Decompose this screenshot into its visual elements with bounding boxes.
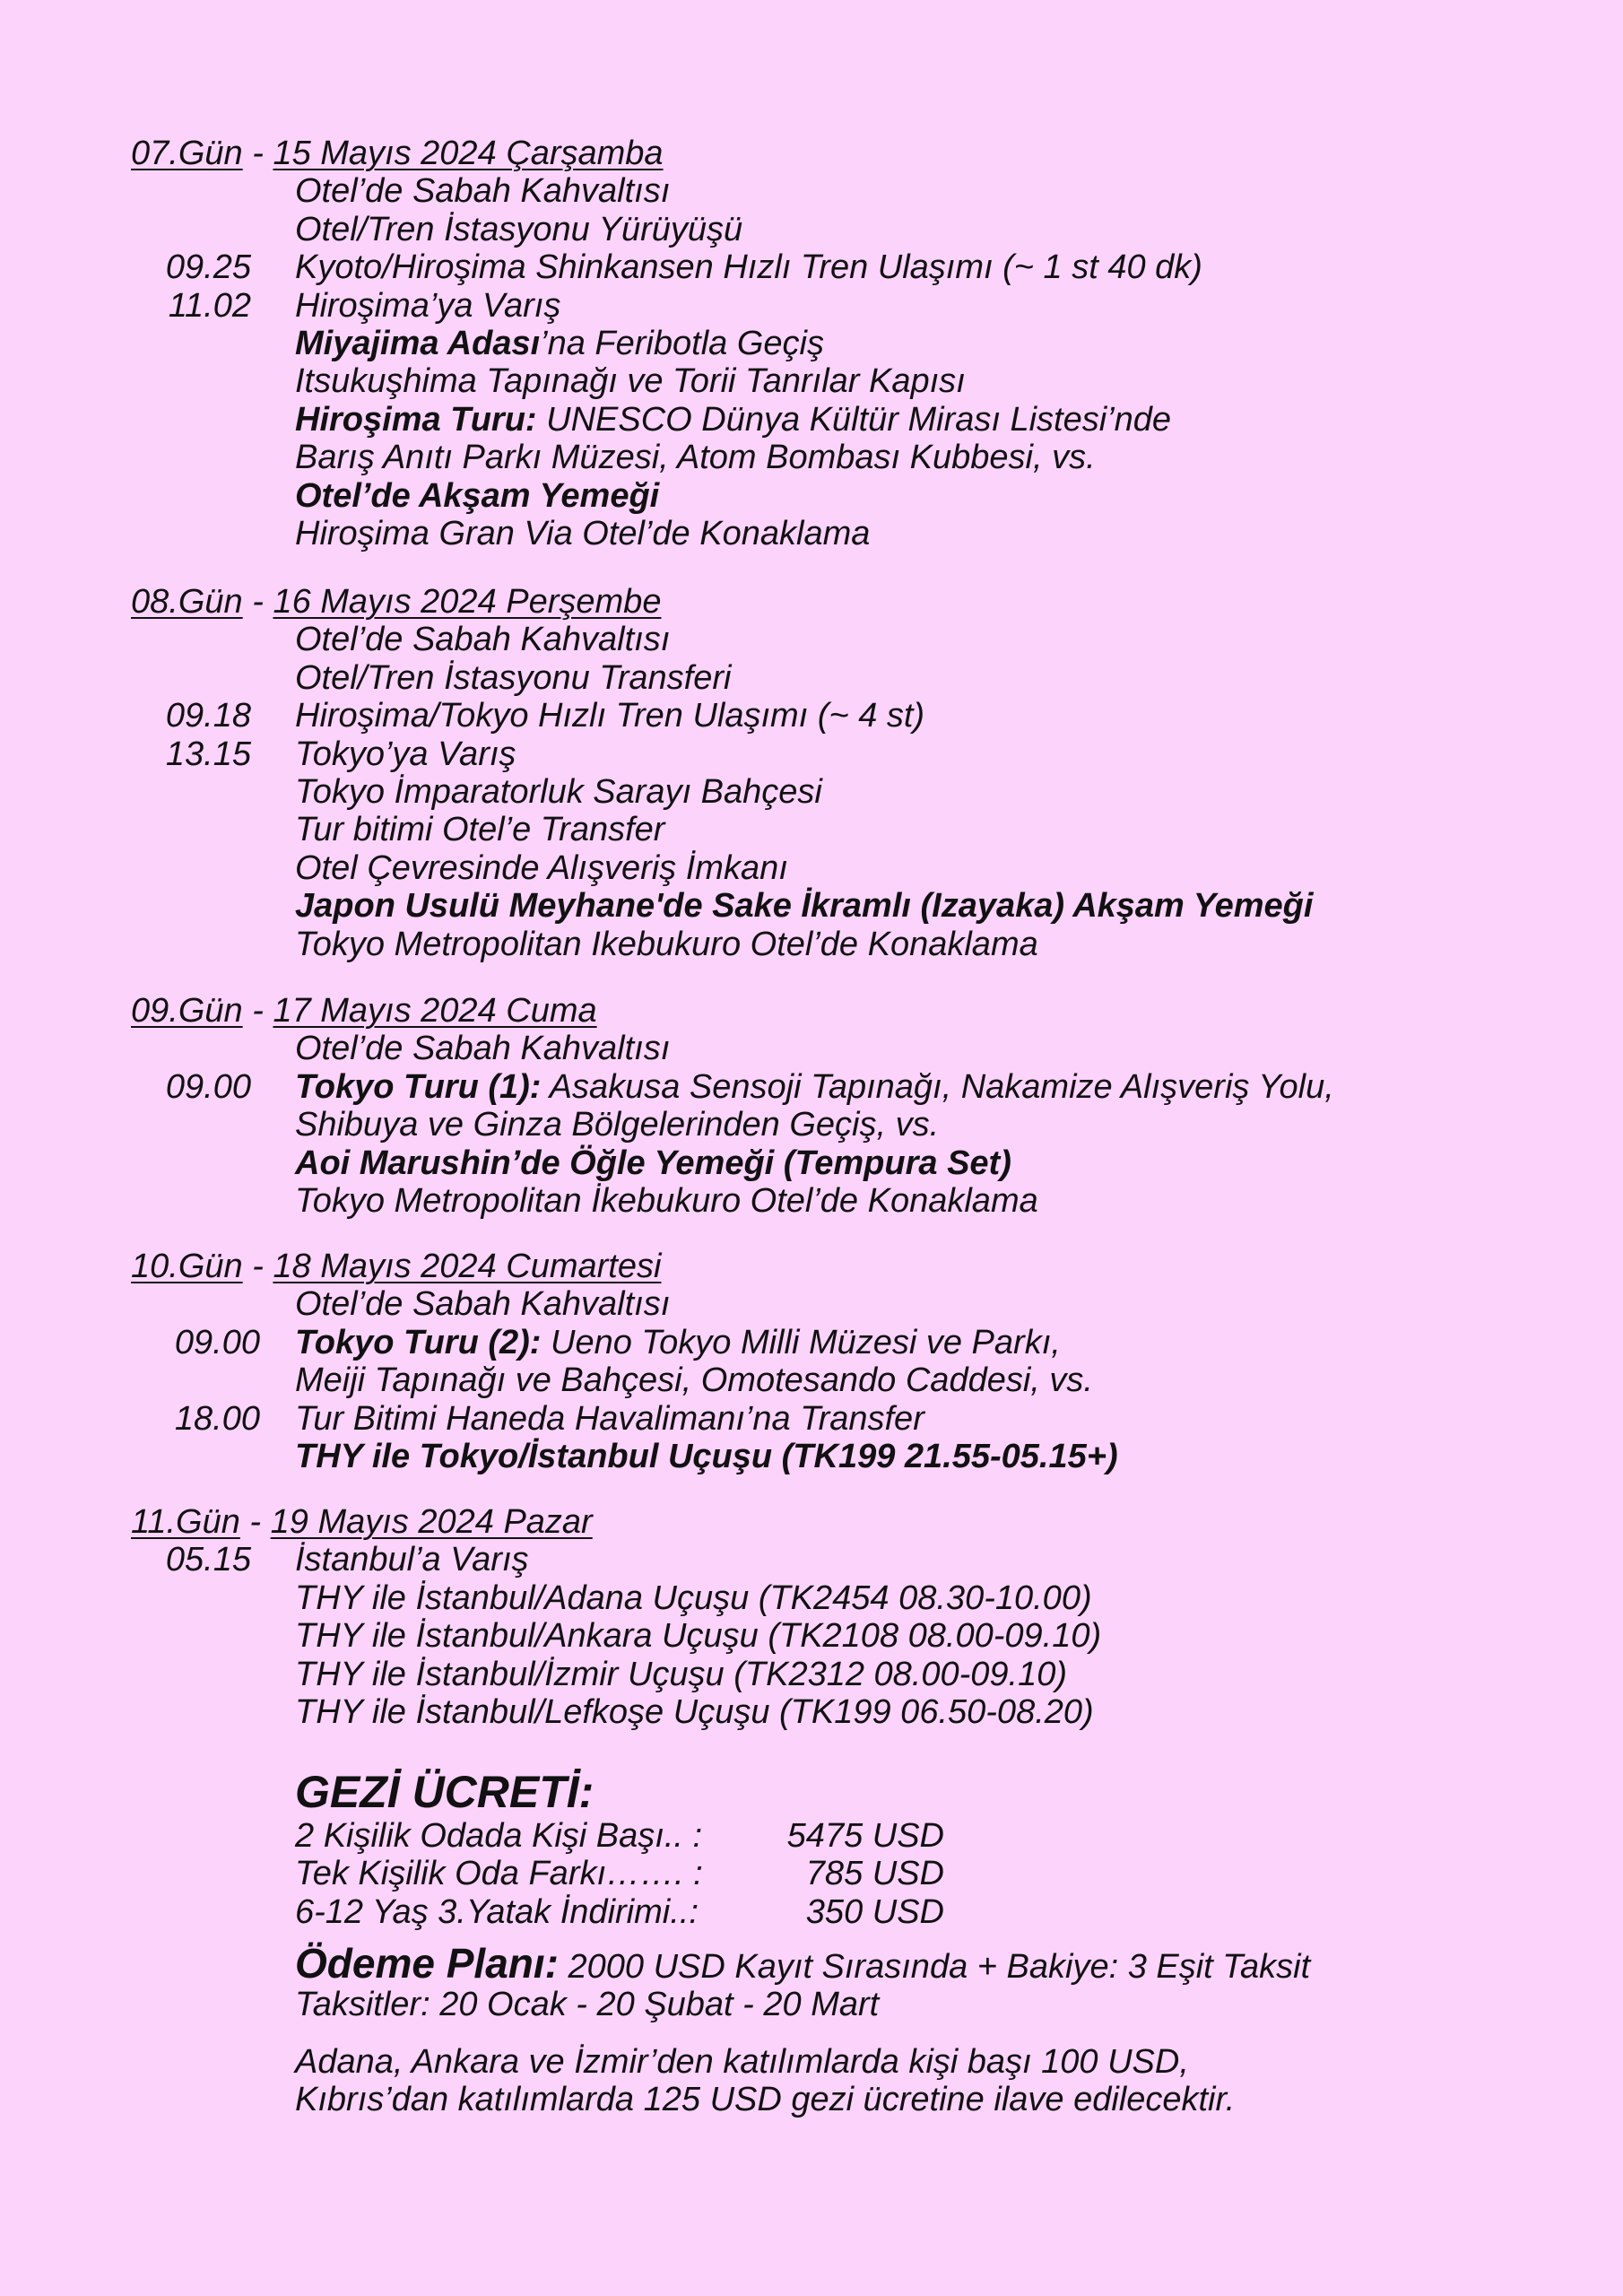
line-text: Itsukuşhima Tapınağı ve Torii Tanrılar Kapısı xyxy=(295,362,966,401)
itinerary-line xyxy=(0,287,1623,325)
day-separator: - xyxy=(242,583,273,621)
itinerary-line xyxy=(0,439,1623,476)
day-header xyxy=(0,1248,1623,1285)
payment-plan-text: 2000 USD Kayıt Sırasında + Bakiye: 3 Eşit Taksit xyxy=(558,1948,1311,1986)
day-block-09 xyxy=(0,992,1623,1220)
line-text: THY ile İstanbul/Ankara Uçuşu (TK2108 08.00-09.10) xyxy=(295,1617,1102,1656)
line-time: 18.00 xyxy=(174,1399,260,1438)
itinerary-line xyxy=(0,1068,1623,1106)
line-text: Otel Çevresinde Alışveriş İmkanı xyxy=(295,848,788,887)
line-bold: Tokyo Turu (2): xyxy=(295,1323,542,1361)
day-header xyxy=(0,992,1623,1030)
itinerary-line xyxy=(0,697,1623,735)
itinerary-line xyxy=(0,659,1623,697)
itinerary-line xyxy=(0,849,1623,887)
day-date: 15 Mayıs 2024 Çarşamba xyxy=(273,135,664,172)
itinerary-line xyxy=(0,621,1623,658)
line-text: Otel’de Sabah Kahvaltısı xyxy=(295,1030,671,1068)
line-time: 11.02 xyxy=(168,286,251,325)
day-number: 07.Gün xyxy=(131,135,243,172)
line-text: Barış Anıtı Parkı Müzesi, Atom Bombası Kubbesi, vs. xyxy=(295,439,1096,477)
day-date: 17 Mayıs 2024 Cuma xyxy=(273,992,597,1030)
itinerary-line xyxy=(0,248,1623,286)
line-text: Otel’de Sabah Kahvaltısı xyxy=(295,172,671,211)
itinerary-line xyxy=(0,811,1623,848)
itinerary-line xyxy=(0,1144,1623,1182)
itinerary-line xyxy=(0,1438,1623,1475)
installments-line: Taksitler: 20 Ocak - 20 Şubat - 20 Mart xyxy=(295,1986,880,2024)
itinerary-line xyxy=(0,1400,1623,1438)
payment-plan-title: Ödeme Planı: xyxy=(295,1940,559,1987)
line-text: Otel’de Sabah Kahvaltısı xyxy=(295,621,671,659)
line-bold: Japon Usulü Meyhane'de Sake İkramlı (Izayaka) Akşam Yemeği xyxy=(295,887,1314,926)
itinerary-line xyxy=(0,211,1623,248)
itinerary-line xyxy=(0,1285,1623,1323)
line-time: 09.18 xyxy=(165,697,251,735)
pricing-title: GEZİ ÜCRETİ: xyxy=(295,1767,595,1817)
itinerary-line xyxy=(0,1182,1623,1220)
line-text: THY ile İstanbul/Lefkoşe Uçuşu (TK199 06.50-08.20) xyxy=(295,1692,1094,1731)
itinerary-line xyxy=(0,1106,1623,1144)
itinerary-line xyxy=(0,887,1623,925)
line-text: Hiroşima’ya Varış xyxy=(295,286,561,325)
line-text: Hiroşima Gran Via Otel’de Konaklama xyxy=(295,514,871,552)
line-text: THY ile İstanbul/İzmir Uçuşu (TK2312 08.00-09.10) xyxy=(295,1655,1068,1693)
line-text: Hiroşima/Tokyo Hızlı Tren Ulaşımı (~ 4 st) xyxy=(295,697,925,735)
itinerary-line xyxy=(0,1579,1623,1617)
line-text: Otel/Tren İstasyonu Yürüyüşü xyxy=(295,210,743,248)
line-text: Kyoto/Hiroşima Shinkansen Hızlı Tren Ulaşımı (~ 1 st 40 dk) xyxy=(295,248,1202,287)
itinerary-line xyxy=(0,735,1623,773)
line-text: İstanbul’a Varış xyxy=(295,1541,529,1579)
day-date: 19 Mayıs 2024 Pazar xyxy=(270,1503,593,1541)
note-line: Kıbrıs’dan katılımlarda 125 USD gezi ücretine ilave edilecektir. xyxy=(295,2081,1236,2119)
itinerary-line xyxy=(0,773,1623,811)
line-bold: Aoi Marushin’de Öğle Yemeği (Tempura Set) xyxy=(295,1144,1011,1182)
line-time: 09.00 xyxy=(165,1067,251,1106)
price-row xyxy=(295,1855,1550,1892)
line-text: Meiji Tapınağı ve Bahçesi, Omotesando Caddesi, vs. xyxy=(295,1361,1093,1400)
day-block-08 xyxy=(0,583,1623,963)
itinerary-line xyxy=(0,1030,1623,1067)
day-header xyxy=(0,583,1623,621)
line-time: 13.15 xyxy=(165,735,251,773)
itinerary-line xyxy=(0,362,1623,400)
line-text: Asakusa Sensoji Tapınağı, Nakamize Alışveriş Yolu, xyxy=(541,1067,1334,1106)
payment-section xyxy=(295,1940,1550,2024)
line-text: Tur Bitimi Haneda Havalimanı’na Transfer xyxy=(295,1399,924,1438)
line-text: Otel/Tren İstasyonu Transferi xyxy=(295,658,732,697)
day-header xyxy=(0,135,1623,172)
itinerary-line xyxy=(0,172,1623,210)
itinerary-line xyxy=(0,1361,1623,1399)
payment-plan-line xyxy=(295,1940,1550,1987)
day-separator: - xyxy=(242,135,273,172)
itinerary-line xyxy=(0,1656,1623,1693)
line-text: Otel’de Sabah Kahvaltısı xyxy=(295,1285,671,1324)
itinerary-line xyxy=(0,515,1623,552)
itinerary-line xyxy=(0,1693,1623,1731)
day-date: 18 Mayıs 2024 Cumartesi xyxy=(273,1248,662,1285)
line-bold: Tokyo Turu (1): xyxy=(295,1067,542,1106)
notes-section xyxy=(295,2043,1550,2119)
day-separator: - xyxy=(242,992,273,1030)
itinerary-line xyxy=(0,1324,1623,1361)
day-block-07 xyxy=(0,135,1623,552)
line-text: Tur bitimi Otel’e Transfer xyxy=(295,811,665,849)
price-label: 2 Kişilik Odada Kişi Başı.. : xyxy=(295,1817,703,1855)
day-number: 11.Gün xyxy=(131,1503,240,1541)
line-bold: THY ile Tokyo/İstanbul Uçuşu (TK199 21.55-05.15+) xyxy=(295,1437,1118,1475)
line-text: THY ile İstanbul/Adana Uçuşu (TK2454 08.30-10.00) xyxy=(295,1578,1092,1617)
price-row xyxy=(295,1893,1550,1931)
itinerary-line xyxy=(0,1541,1623,1578)
line-text: UNESCO Dünya Kültür Mirası Listesi’nde xyxy=(536,400,1172,439)
day-number: 10.Gün xyxy=(131,1248,243,1285)
line-text: Tokyo İmparatorluk Sarayı Bahçesi xyxy=(295,772,822,811)
line-text: Ueno Tokyo Milli Müzesi ve Parkı, xyxy=(541,1323,1061,1361)
price-value: 350 USD xyxy=(805,1892,944,1931)
day-date: 16 Mayıs 2024 Perşembe xyxy=(273,583,662,621)
line-time: 09.25 xyxy=(165,248,251,287)
line-text: Tokyo’ya Varış xyxy=(295,735,516,773)
day-header xyxy=(0,1503,1623,1541)
line-text: Shibuya ve Ginza Bölgelerinden Geçiş, vs. xyxy=(295,1106,940,1144)
price-label: Tek Kişilik Oda Farkı……. : xyxy=(295,1855,703,1893)
line-text: Tokyo Metropolitan İkebukuro Otel’de Konaklama xyxy=(295,1181,1038,1220)
note-line: Adana, Ankara ve İzmir’den katılımlarda kişi başı 100 USD, xyxy=(295,2043,1189,2081)
day-block-11 xyxy=(0,1503,1623,1731)
line-text: Tokyo Metropolitan Ikebukuro Otel’de Konaklama xyxy=(295,925,1038,963)
price-label: 6-12 Yaş 3.Yatak İndirimi..: xyxy=(295,1892,699,1931)
pricing-section xyxy=(295,1767,1550,1931)
price-value: 5475 USD xyxy=(786,1817,944,1855)
line-bold: Miyajima Adası xyxy=(295,324,541,362)
day-separator: - xyxy=(242,1248,273,1285)
day-number: 09.Gün xyxy=(131,992,243,1030)
price-row xyxy=(295,1817,1550,1855)
day-block-10 xyxy=(0,1248,1623,1475)
itinerary-line xyxy=(0,1617,1623,1655)
line-bold: Otel’de Akşam Yemeği xyxy=(295,476,660,515)
itinerary-line xyxy=(0,926,1623,963)
line-text: ’na Feribotla Geçiş xyxy=(540,324,824,362)
itinerary-line xyxy=(0,325,1623,362)
line-time: 05.15 xyxy=(165,1541,251,1579)
itinerary-line xyxy=(0,477,1623,515)
day-number: 08.Gün xyxy=(131,583,243,621)
day-separator: - xyxy=(239,1503,271,1541)
line-bold: Hiroşima Turu: xyxy=(295,400,537,439)
line-time: 09.00 xyxy=(174,1323,260,1361)
price-value: 785 USD xyxy=(805,1855,944,1893)
itinerary-line xyxy=(0,401,1623,439)
